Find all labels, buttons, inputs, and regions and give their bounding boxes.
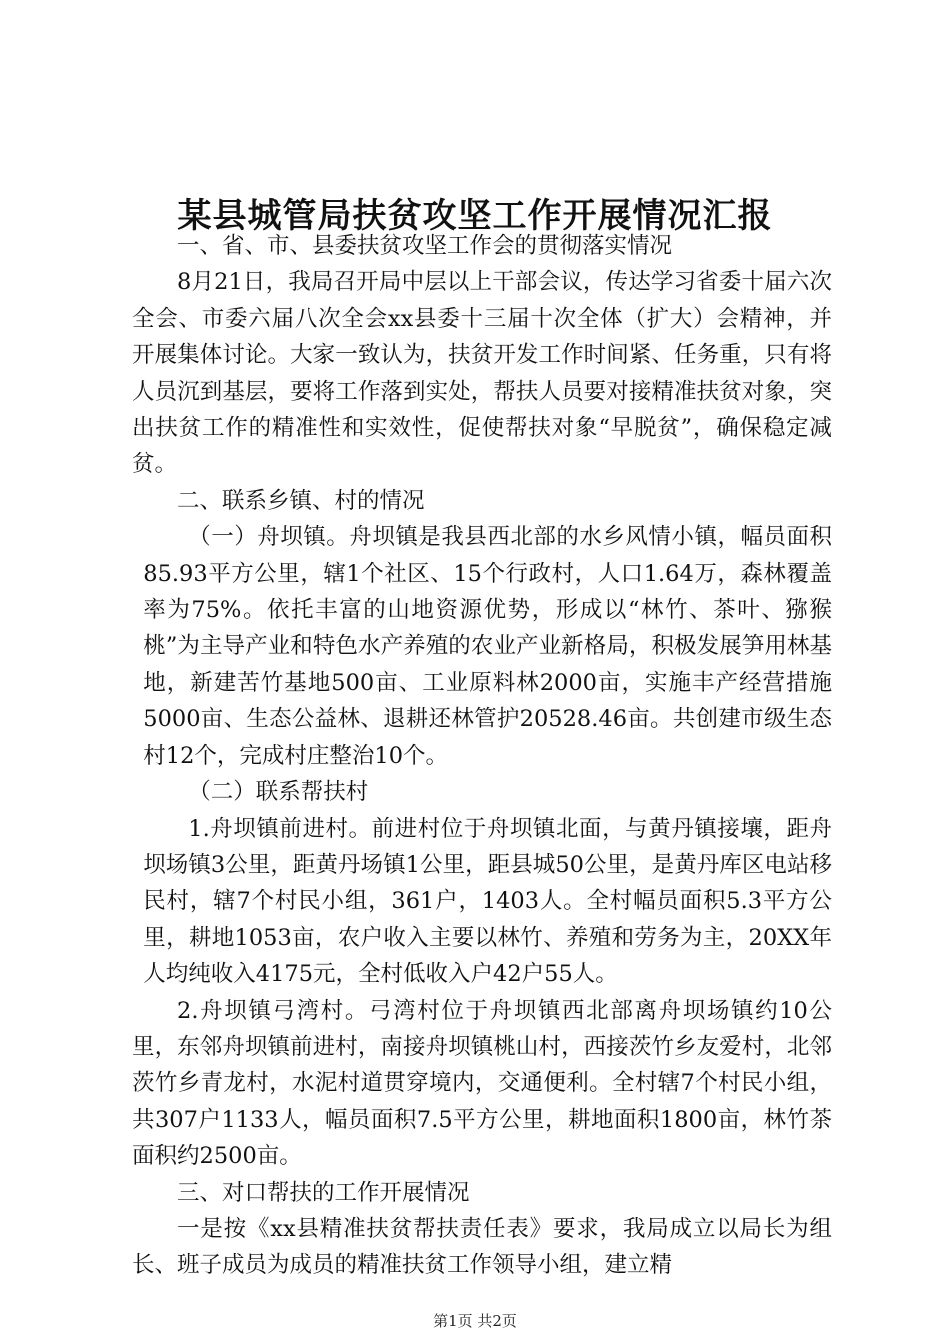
paragraph: 1.舟坝镇前进村。前进村位于舟坝镇北面，与黄丹镇接壤，距舟坝场镇3公里，距黄丹场镇1公里，距县城50公里，是黄丹库区电站移民村，辖7个村民小组，361户，1403人。全村幅员面积5.3平方公里，耕地1053亩，农户收入主要以林竹、养殖和劳务为主，20XX年人均纯收入4175元，全村低收入户42户55人。: [143, 815, 832, 988]
subsection-heading: （二）联系帮扶村: [188, 779, 369, 806]
document-body: [132, 228, 832, 1284]
section-heading-3: 三、对口帮扶的工作开展情况: [177, 1179, 470, 1206]
document-title: 某县城管局扶贫攻坚工作开展情况汇报: [177, 196, 773, 236]
page-footer: 第1页 共2页: [433, 1312, 517, 1330]
section-heading-2: 二、联系乡镇、村的情况: [177, 487, 425, 514]
paragraph: 一是按《xx县精准扶贫帮扶责任表》要求，我局成立以局长为组长、班子成员为成员的精准扶贫工作领导小组，建立精: [132, 1215, 832, 1279]
paragraph: （一）舟坝镇。舟坝镇是我县西北部的水乡风情小镇，幅员面积85.93平方公里，辖1个社区、15个行政村，人口1.64万，森林覆盖率为75%。依托丰富的山地资源优势，形成以“林竹、茶叶、猕猴桃”为主导产业和特色水产养殖的农业产业新格局，积极发展笋用林基地，新建苦竹基地500亩、工业原料林2000亩，实施丰产经营措施5000亩、生态公益林、退耕还林管护20528.46亩。共创建市级生态村12个，完成村庄整治10个。: [143, 524, 832, 769]
paragraph: 2.舟坝镇弓湾村。弓湾村位于舟坝镇西北部离舟坝场镇约10公里，东邻舟坝镇前进村，南接舟坝镇桃山村，西接茨竹乡友爱村，北邻茨竹乡青龙村，水泥村道贯穿境内，交通便利。全村辖7个村民小组，共307户1133人，幅员面积7.5平方公里，耕地面积1800亩，林竹茶面积约2500亩。: [132, 997, 832, 1170]
paragraph: 8月21日，我局召开局中层以上干部会议，传达学习省委十届六次全会、市委六届八次全会xx县委十三届十次全体（扩大）会精神，并开展集体讨论。大家一致认为，扶贫开发工作时间紧、任务重，只有将人员沉到基层，要将工作落到实处，帮扶人员要对接精准扶贫对象，突出扶贫工作的精准性和实效性，促使帮扶对象“早脱贫”，确保稳定减贫。: [132, 269, 832, 478]
section-heading-1: 一、省、市、县委扶贫攻坚工作会的贯彻落实情况: [177, 233, 673, 259]
